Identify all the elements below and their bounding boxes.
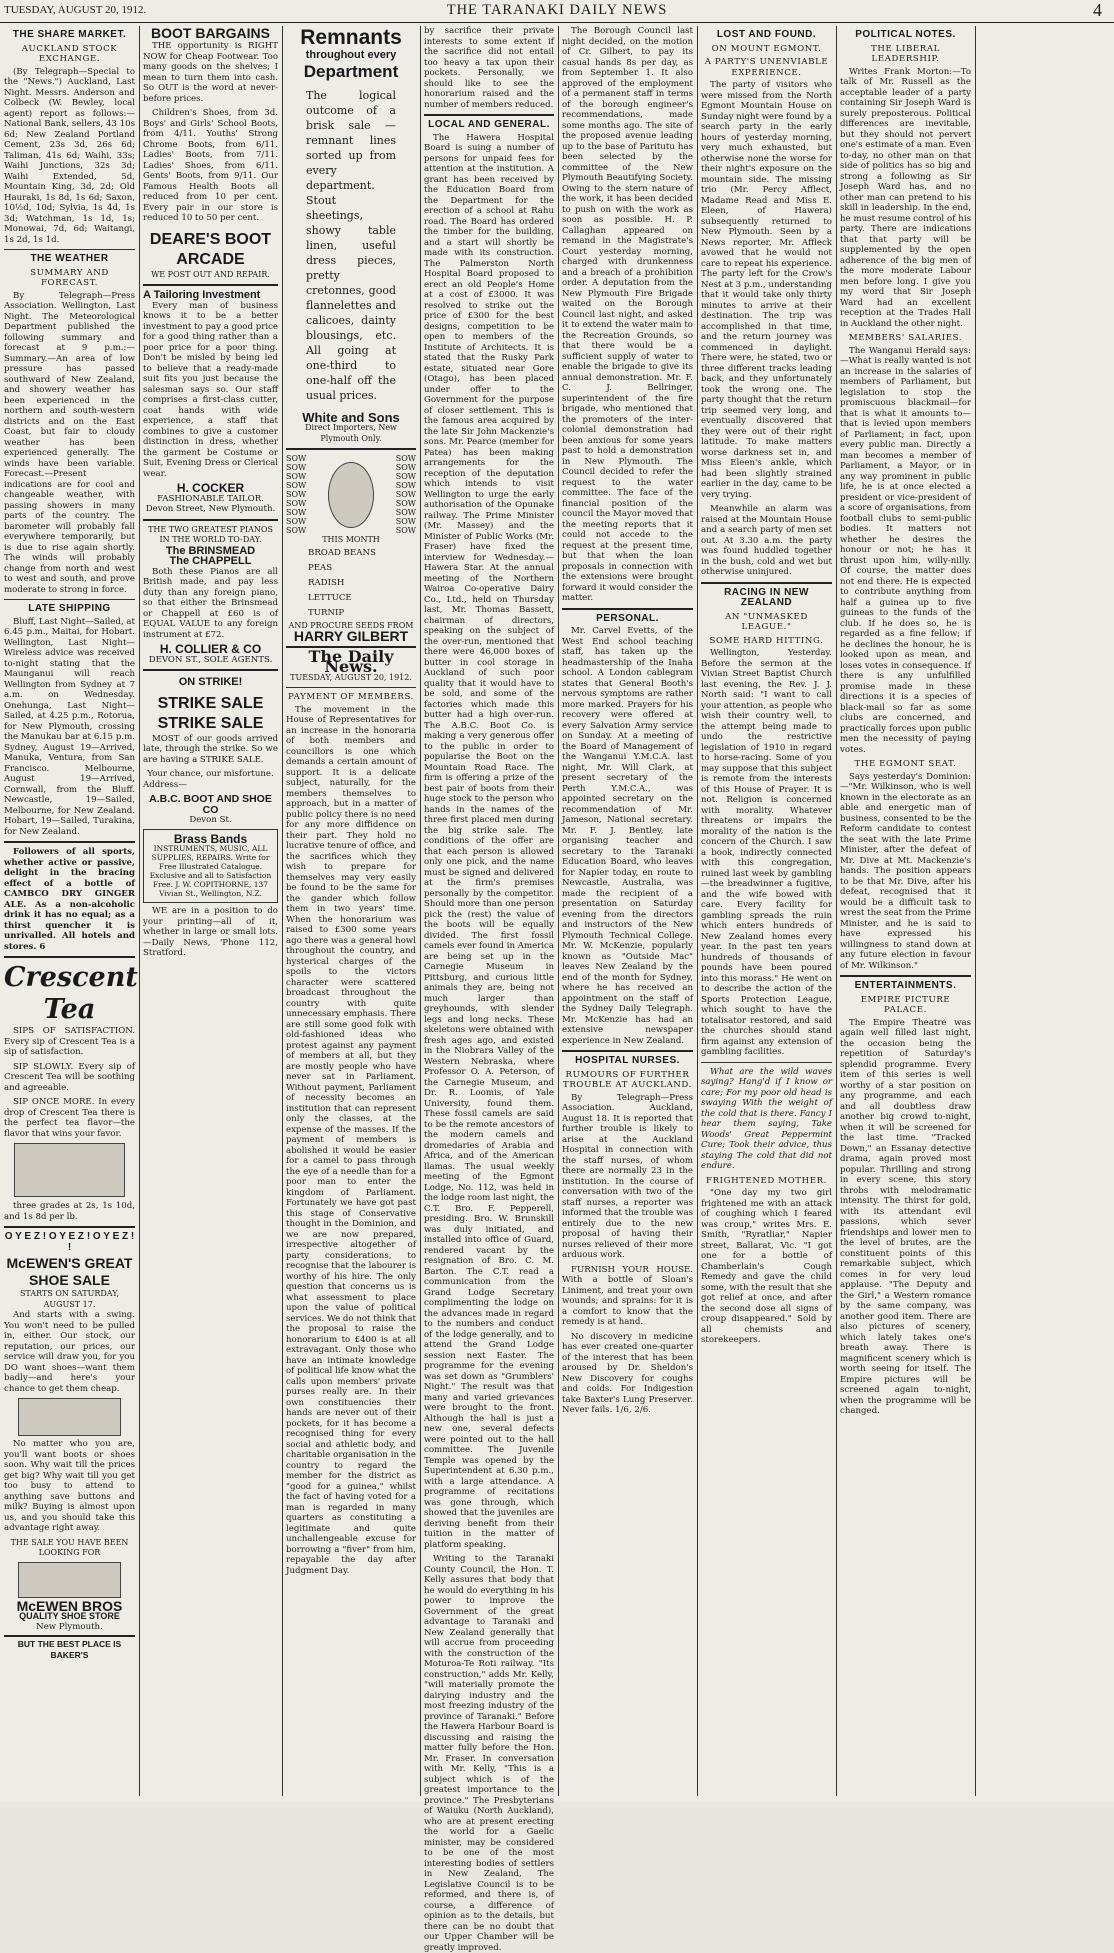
personal-heading: PERSONAL. — [596, 612, 659, 624]
collier-sub: DEVON ST., SOLE AGENTS. — [148, 654, 273, 665]
column-6 — [701, 26, 832, 1796]
sow-left-column: SOW SOW SOW SOW SOW SOW SOW SOW SOW — [286, 454, 307, 535]
local-general-text: The Hawera Hospital Board is suing a number of persons for unpaid fees for attention at the institution. A grant has been received by the Education Board from the Department for the erection of a school at Rahu road. The Board has ordered the timber for the building, and a start will shortly be made with its construction. The Palmerston North Hospital Board proposed to erect an old People's Home at a cost of £3000. It was resolved to strike out the price of £300 for the best designs, competition to be open to members of the Institute of Architects. It is stated that the Rusky Park estate, situated near Gore (Otago), has been placed under offer to the Government for the purpose of closer settlement. This is the famous area acquired by the late Sir John Mackenzie's sons. Mr. Pearce (member for Patea) has been making arrangements for the reception of the deputation which intends to visit Wellington to urge the early authorisation of the Opunake railway. The Prime Minister (Mr. Massey) and the Minister of Public Works (Mr. Fraser) have fixed the interview for Wednesday.—Hawera Star. At the annual meeting of the Northern Wairoa Co-operative Dairy Co., Ltd., held on Thursday last, Mr. Thomas Bassett, chairman of directors, speaking on the subject of the over-run, mentioned that there were 46,000 boxes of butter in cool storage in Auckland of such poor quality that it would have to be sold, and some of the factories which made this butter had a high over-run. The A.B.C. Boot Co. is making a very generous offer to the public in order to popularise the Boot on the Mountain Road Race. The firm is offering a prize of the best pair of boots from their huge stock to the person who hands in the names of the three first placed men during the big strike sale. The conditions of the offer are that each person is allowed only one pick, and the name must be signed and delivered at the firm's premises personally by the competitor. Should more than one person pick the (rest) the value of the boots will be equally divided. The first fossil camels ever found in America are being set up in the Carnegie Museum in Pittsburg, and curious little animals they are, being not much larger than greyhounds, with slender legs and long necks. These skeletons were obtained with fresh ages ago, and existed in the Niobrara Valley of the Western Nebraska, where Professor O. A. Peterson, of the Carnegie Museum, and Dr. R. Loomis, of Yale University, found them. These fossil camels are said to be the remote ancestors of the modern camels and dromedaries of Arabia and Africa, and of the American llamas. The usual weekly meeting of the Egmont Lodge, No. 112, was held in the lodge room last night, the C.T. Bro. F. Pepperell, presiding. Bro. W. Brunskill was duly initiated, and installed into office of Guard, rendered vacant by the resignation of Bro. C. M. Barton. The C.T. read a communication from the Grand Lodge Secretary complimenting the lodge on the advances made in regard to the numbers and conduct of the lodge generally, and to attend the Grand Lodge session next Easter. The programme for the evening was set down as "Grumblers' Night." The result was that many and varied grievances were brought to the front. Although the hall is just a new one, several defects were pointed out to the hall committee. The Juvenile Temple was opened by the Superintendent at 6.30 p.m., with a large attendance. A programme of recitations was gone through, which showed that the juveniles are deriving benefit from their tuition in the matter of platform speaking. — [424, 132, 554, 1550]
members-salaries: MEMBERS' SALARIES. — [848, 333, 963, 343]
page-number: 4 — [1093, 0, 1102, 20]
payment-heading: PAYMENT OF MEMBERS. — [288, 692, 414, 702]
masthead — [0, 0, 1114, 23]
crescent-grades: three grades at 2s, 1s 10d, and 1s 8d per lb. — [4, 1201, 135, 1222]
procure-seeds: AND PROCURE SEEDS FROM — [288, 620, 414, 630]
vegetable-illustration — [328, 462, 374, 528]
share-market-subheading: AUCKLAND STOCK EXCHANGE. — [21, 43, 118, 64]
liberal-leadership: THE LIBERAL LEADERSHIP. — [871, 43, 940, 64]
collier-name: H. COLLIER & CO — [159, 642, 262, 656]
editorial-continuation: by sacrifice their private interests to some extent if the sacrifice did not entail too heavy a tax upon their pockets. Personally, we should like to see the honorarium raised and the number of members reduced. — [424, 26, 554, 110]
shipping-heading: LATE SHIPPING — [28, 603, 111, 614]
tailoring-text: Every man of business knows it to be a better investment to pay a good price for a good thing rather than a poor price for a poor thing. Don't be misled by being led to believe that a ready-made suit fits you just because the salesman says so. Our staff comprises a first-class cutter, coat hands with wide experience, a staff that combines to give a customer distinction in dress, whether the garment be Costume or Suit, Evening Dress or Clerical wear. — [143, 300, 278, 479]
boot-bargains-text: THE opportunity is RIGHT NOW for Cheap Footwear. Too many goods on the shelves; I mean to turn them into cash. So OUT is the word at never-before prices. — [143, 41, 278, 104]
column-7 — [840, 26, 971, 1796]
your-chance: Your chance, our misfortune. — [147, 769, 274, 779]
seed-item: TURNIP — [308, 607, 345, 618]
furnish-advert: FURNISH YOUR HOUSE. With a bottle of Sloan's Liniment, and treat your own wounds; and sprains: for it is a comfort to know that the remedy is at hand. — [562, 1264, 693, 1327]
share-market-text: (By Telegraph—Special to the "News.") Auckland, Last Night. Messrs. Anderson and Colbeck (W. Bewley, local agent) report as follows:—National Bank, sellers, 43 10s 6d; New Zealand Portland Cement, 23s 3d, 26s 6d; Taliman, 41s 6d; Waihi, 33s; Waihi Junctions, 32s 3d; Waihi Extended, 5d, Mountain King, 3d, 2d; Old Hauraki, 1s 8d, 1s 6d; Saxon, 10½d, 10d; Sylvia, 1s 4d, 1s 3d; Watchman, 1s 1d, 1s; Monowai, 7d, 6d; Waitangi, 1s 2d, 1s 1d. — [4, 66, 135, 245]
discovery-advert: No discovery in medicine has ever created one-quarter of the interest that has been aroused by Dr. Sheldon's New Discovery for coughs and colds. For Indigestion take Baxter's Lung Preserver. Never fails. 1/6, 2/6. — [562, 1331, 693, 1415]
salaries-text: The Wanganui Herald says:—What is really wanted is not an increase in the salaries of members of Parliament, but legislation to stop the promiscuous blackmail—for that is what it amounts to—that is levied upon members of Parliament; in fact, upon every public man. Directly a man becomes a member of Parliament, a Mayor, or in any way prominent in public life, he is at once elected a president or vice-president of a score of organisations, from football clubs to semi-public bodies. It matters not whether he desires the honour or not; he has it thrust upon him, willy-nilly. Of course, the matter does not end there. He is expected to contribute anything from half a guinea up to five guineas to the funds of the club. If he does so, he is regarded as a fine fellow; if he declines the honour, he is looked upon as mean, and loses votes in consequence. If there is any unfulfilled promise made in these directions it is a species of black-mail so far as some clubs are concerned, and practically forces upon public men the necessity of paying votes. — [840, 345, 971, 755]
mcewen-sale-text: And starts with a swing. You won't need to be pulled in, either. Our stock, our reputation, our prices, our service will draw you, for you DO want shoes—want them badly—and here's your chance to get them cheap. — [4, 1310, 135, 1394]
egmont-seat-text: Says yesterday's Dominion:—"Mr. Wilkinson, who is well known in the electorate as an able and energetic man of business, consented to be the Reform candidate to contest the seat with the late Prime Minister, after the defeat of Mr. Dive at Mt. Mackenzie's hands. The position appears to be that Mr. Dive, after his defeat, recognised that it would be a difficult task to wrest the seat from the Prime Minister, and he is said to have expressed his willingness to stand down at any future election in favour of Mr. Wilkinson." — [840, 771, 971, 971]
crescent-once-more: SIP ONCE MORE. In every drop of Crescent Tea there is the perfect tea flavor—the flavor that wins your favor. — [4, 1097, 135, 1139]
hospital-nurses-sub: RUMOURS OF FURTHER TROUBLE AT AUCKLAND. — [563, 1069, 692, 1090]
deare-boot-arcade: DEARE'S BOOT ARCADE — [149, 230, 272, 268]
cocker-address: Devon Street, New Plymouth. — [145, 504, 276, 514]
column-4 — [424, 26, 554, 1953]
new-plymouth: New Plymouth. — [36, 1621, 103, 1632]
entertainments-heading: ENTERTAINMENTS. — [854, 980, 957, 991]
lost-found-text: The party of visitors who were missed from the North Egmont Mountain House on Sunday night were found by a search party in the early hours of yesterday morning, very much exhausted, but otherwise none the worse for their night's exposure on the mountain side. The missing trio (Mr. Percy Afflect, Madame Read and Miss E. Eleen, of Hawera) subsequently returned to New Plymouth. Seen by a News reporter, Mr. Affleck avowed that he would not care to repeat his experience. The party left for the Crow's Nest at 3 p.m., understanding that it would take only thirty minutes to arrive at their destination. The trip was accomplished in that time, and the return journey was commenced in daylight. There were, he stated, two or three different tracks leading back, and they unfortunately took the wrong one. The party thought that the return trip seemed very long, and eventually discovered that they were out of their right latitude. To make matters worse darkness set in, and Miss Eleen's ankle, which had been slightly strained earlier in the day, came to be very trying. — [701, 80, 832, 500]
tea-tin-illustration — [14, 1143, 125, 1197]
printing-advert: WE are in a position to do your printing—all of it, whether in large or small lots.—Daily News, 'Phone 112, Stratford. — [143, 906, 278, 958]
racing-heading: RACING IN NEW ZEALAND — [724, 586, 809, 608]
mcewen-sale-text-2: No matter who you are, you'll want boots or shoes soon. Why wait till the prices get big? Why wait till you get too busy to attend to anything save buttons and milk? Buying is almost upon us, and you should take this advantage right away. — [4, 1439, 135, 1533]
this-month: THIS MONTH — [322, 535, 380, 544]
column-rule — [558, 26, 559, 1796]
on-strike: ON STRIKE! — [178, 676, 243, 688]
local-general-text-2: Writing to the Taranaki County Council, the Hon. T. Kelly assures that body that he would do everything in his power to improve the Government of the great advantage to Taranaki and New Zealand generally that will accrue from proceeding with the construction of the Moturoa-Te Roti railway. "Its construction," adds Mr. Kelly, "will materially promote the dairying industry and the most freezing industry of the province of Taranaki." Before the Hawera Harbour Board is discussing and raising the matter fully before the Hon. Mr. Fraser. In conversation with Mr. Kelly, "This is a subject which is of the greatest importance to the province." The Presbyterians of Waiuku (North Auckland), who are at present erecting the world for a Gaelic minister, may be considered to be one of the most interesting bodies of settlers in New Zealand, The Legislative Council is to be reformed, and there is, of course, a difference of opinion as to the details, but there can be no doubt that our Upper Chamber will be greatly improved. — [424, 1554, 554, 1953]
remnants-text: The logical outcome of a brisk sale — remnant lines sorted up from every department. Stout sheetings, showy table linen, useful dress pieces, pretty cretonnes, good flannelettes and calicoes, dainty blousings, etc. All going at one-third to one-half off the usual prices. — [306, 88, 396, 402]
column-rule — [420, 26, 421, 1796]
crescent-sips: SIPS OF SATISFACTION. Every sip of Crescent Tea is a sip of satisfaction. — [4, 1026, 135, 1057]
column-rule — [139, 26, 140, 1796]
column-rule — [282, 26, 283, 1796]
brinsmead: The BRINSMEAD — [165, 544, 256, 557]
remnants-throughout: throughout every — [305, 49, 397, 61]
brass-bands-advert — [143, 829, 278, 904]
empire-picture-palace: EMPIRE PICTURE PALACE. — [860, 994, 951, 1015]
share-market-heading: THE SHARE MARKET. — [12, 29, 127, 40]
daily-news-date: TUESDAY, AUGUST 20, 1912. — [290, 672, 412, 682]
crescent-slowly: SIP SLOWLY. Every sip of Crescent Tea will be soothing and agreeable. — [4, 1061, 135, 1093]
strike-text: MOST of our goods arrived late, through the strike. So we are having a STRIKE SALE. — [143, 733, 278, 765]
racing-sub-2: SOME HARD HITTING. — [709, 635, 824, 646]
lost-found-text-2: Meanwhile an alarm was raised at the Mountain House and a search party of men set out. At 3.30 a.m. the party was found huddled together in the bush, cold and wet but otherwise uninjured. — [701, 504, 832, 577]
oyez-banner: O Y E Z ! O Y E Z ! O Y E Z ! ! — [4, 1231, 135, 1253]
address-label: Address— — [143, 779, 187, 790]
column-2 — [143, 26, 278, 1796]
pianos-title: THE TWO GREATEST PIANOS IN THE WORLD TO-DAY. — [148, 524, 273, 544]
council-notes: The Borough Council last night decided, on the motion of Cr. Gilbert, to pay its casual hands 8s per day, as from September 1. It also approved of the employment of a permanent staff in terms of the borough engineer's recommendations, made some months ago. The site of the proposed avenue leading up to the base of Paritutu has been selected by the committee of the New Plymouth Beautifying Society. Owing to the stern nature of the work, it has been decided to push on with the work as soon as possible. H. P. Callaghan appeared on remand in the Magistrate's Court yesterday morning, charged with drunkenness and a breach of a prohibition order. A deputation from the New Plymouth Fire Brigade waited on the Borough Council last night, and asked it to extend the water main to the Recreation Grounds, so that there would be a sufficient supply of water to enable the brigade to give its annual demonstration. Mr. F. C. J. Bellringer, superintendent of the fire brigade, who mentioned that the promoters of the inter-colonial demonstration had been anxious for some years past to hold a demonstration in New Plymouth. The Council decided to refer the request to the water committee. The face of the financial position of the council the Mayor moved that the meeting reports that it could not accede to the request at the present time, but that when the loan proposals in connection with the extensions were brought forward it would consider the matter. — [562, 26, 693, 603]
egmont-seat: THE EGMONT SEAT. — [854, 759, 957, 769]
cocker-sub: FASHIONABLE TAILOR. — [157, 493, 264, 504]
tailoring-heading: A Tailoring Investment — [143, 289, 261, 301]
seed-list — [286, 546, 416, 621]
baker-line: BUT THE BEST PLACE IS BAKER'S — [4, 1635, 135, 1660]
daily-news-nameplate: The Daily News. — [308, 646, 394, 676]
column-3 — [286, 26, 416, 1796]
white-and-sons: White and Sons — [302, 409, 400, 425]
racing-text: Wellington, Yesterday. Before the sermon at the Vivian Street Baptist Church last evening, the Rev. J. J. North said: "I want to call your attention, as people who wish their country well, to the attempt being made to undo the restrictive legislation of 1910 in regard to horse-racing. Some of you may suppose that this subject is remote from the interests of this House of Prayer. It is not. Religion is concerned with morality. Whatever threatens or impairs the morality of the nation is the concern of the Church. I saw a book, indirectly connected with this congregation, ruined last week by gambling—the breadwinner a fugitive, and the wife bowed with care. Every facility for gambling spreads the ruin which enters hundreds of New Zealand homes every year. In the past ten years hundreds of thousands of pounds have been poured into this morass." He went on to describe the action of the Sports Protection League, which sought to have the totalisator restored, and said the churches should stand firm against any extension of gambling facilities. — [701, 648, 832, 1057]
entertainments-text: The Empire Theatre was again well filled last night, the occasion being the repetition of Saturday's splendid programme. Every item of this series is well worthy of a star position on any programme, and each and all doubtless draw another big crowd to-night, when it will be screened for the last time. "Tracked Down," an Essanay detective drama, again proved most popular. Thrilling and strong in every scene, this story throbs with melodramatic intensity. The thirst for gold, with its attendant evil passions, which sever friendships and lower men to the level of brutes, are the constituent points of this remarkable subject, which comes in for very loud applause. "The Deputy and the Girl," a Western romance by the same company, was another good item. There are also pictures of scenery, which lately takes one's breath away. There is magnificent scenery which is worth seeing for itself. The Empire pictures will be screened again to-night, when the programme will be changed. — [840, 1017, 971, 1416]
cambco-advert: Followers of all sports, whether active or passive, delight in the bracing effect of a bottle of CAMBCO DRY GINGER ALE. As a non-alcoholic drink it has no equal; as a thirst quencher it is unrivalled. All hotels and stores. 6 — [4, 847, 135, 952]
strike-sale-1: STRIKE SALE — [157, 694, 264, 712]
brass-bands-title: Brass Bands — [173, 831, 248, 846]
seed-item: BROAD BEANS — [308, 547, 376, 558]
lost-found-heading: LOST AND FOUND. — [716, 29, 817, 40]
personal-text: Mr. Carvel Evetts, of the West End school teaching staff, has taken up the headmastership of the Inaha school. A London cablegram states that General Booth's nervous symptoms are rather more marked. Prayers for his recovery were offered at every Salvation Army service on Sunday. At a meeting of the Board of Management of the Wanganui Y.M.C.A. last night, Mr. Will Clark, at present secretary of the Perth Y.M.C.A., was appointed secretary on the recommendation of Mr. Jameson, National secretary. Mr. F. J. Bentley, late organising teacher and secretary to the Taranaki Education Board, who leaves for Napier today, en route to Newcastle, Australia, was made the recipient of a presentation on Saturday evening from the directors and instructors of the New Plymouth Technical College. Mr. W. McKenzie, popularly known as "Outside Mac" leaves New Zealand by the end of the month for Sydney, where he has received an appointment on the staff of the Sydney Daily Telegraph. Mr. McKenzie has had an extensive newspaper experience in New Zealand. — [562, 626, 693, 1046]
deare-subline: WE POST OUT AND REPAIR. — [151, 269, 270, 279]
chappell: The CHAPPELL — [169, 555, 252, 567]
column-1 — [4, 26, 138, 1796]
column-rule — [836, 26, 837, 1796]
mcewen-bros: McEWEN BROS — [16, 1597, 123, 1614]
issue-date: TUESDAY, AUGUST 20, 1912. — [4, 4, 147, 16]
weather-heading: THE WEATHER — [30, 253, 109, 264]
weather-subheading: SUMMARY AND FORECAST. — [30, 267, 109, 288]
political-text: Writes Frank Morton:—To talk of Mr. Russell as the acceptable leader of a party containing Sir Joseph Ward is surely preposterous. Political differences are inevitable, but they should not pervert one's estimate of a man. Even to-day, no other man on that side of politics has so big and strong a following as Sir Joseph Ward has, and no other man can pretend to his skill in leadership. In the end, he must resume control of his party. There are indications that that party will be supplemented by the open adherence of the big men of the more moderate Labour men before long. I give you my word that Sir Joseph Ward had an excellent reception at the Trades Hall in Auckland the other night. — [840, 66, 971, 329]
sow-advert — [286, 454, 416, 535]
abc-address: Devon St. — [189, 815, 232, 825]
column-rule — [697, 26, 698, 1796]
shoe-illustration — [18, 1398, 121, 1436]
lost-found-sub: ON MOUNT EGMONT. — [711, 43, 822, 54]
pianos-text: Both these Pianos are all British made, and pay less duty than any foreign piano, so that either the Brinsmead or Chappell at £60 is of EQUAL VALUE to any foreign instrument at £72. — [143, 566, 278, 640]
newspaper-title: THE TARANAKI DAILY NEWS — [446, 2, 668, 18]
party-experience: A PARTY'S UNENVIABLE EXPERIENCE. — [704, 57, 829, 78]
strike-sale-2: STRIKE SALE — [157, 714, 264, 732]
brass-bands-sub: INSTRUMENTS, MUSIC, ALL SUPPLIES, REPAIRS. Write for Free Illustrated Catalogue. Exclusive and all to Satisfaction Free. J. W. COPITHORNE, 137 Vivian St., Wellington, N.Z. — [149, 844, 272, 898]
political-notes-heading: POLITICAL NOTES. — [855, 29, 956, 40]
racing-sub: AN "UNMASKED LEAGUE." — [725, 611, 808, 632]
weather-text: By Telegraph—Press Association. Wellington, Last Night. The Meteorological Department published the following summary and forecast at 9 p.m.:—Summary.—An area of low pressure has passed southward of New Zealand, and showery weather has been experienced in the northern and south-western districts and on the East Coast, but fair to cloudy weather has been experienced generally. The winds have been variable. Forecast.—Present indications are for cool and changeable weather, with passing showers in many parts of the country. The barometer will probably fall everywhere temporarily, but is due to rise again shortly. The winds will probably change from north and west to west and south, and prove moderate to strong in force. — [4, 290, 135, 595]
local-general-heading: LOCAL AND GENERAL. — [428, 119, 550, 130]
seed-item: LETTUCE — [308, 592, 352, 603]
seed-item: PEAS — [308, 562, 333, 573]
cocker-name: H. COCKER — [176, 481, 245, 495]
crescent-tea-logo: Crescent Tea — [4, 962, 138, 1025]
sale-note: THE SALE YOU HAVE BEEN LOOKING FOR — [10, 1537, 129, 1557]
payment-text: The movement in the House of Representatives for an increase in the honoraria of both members and councillors is one which demands a certain amount of support. It is a delicate subject, naturally, for the members themselves to approach, but in a matter of public policy there is no need for any more diffidence on their part. They hold no lucrative tenure of office, and the sacrifices which they wish to prepare for themselves may very easily be found to be the same for the gander which follow them in two years' time. When the honorarium was raised to £300 some years ago there was a general howl throughout the country, and hysterical charges of the spoils to the victors character were scattered broadcast throughout the country with quite unnecessary emphasis. There are still some good folk with old-fashioned ideas who protest against any payment of members at all, but they are mostly people who have never sat in Parliament. Without payment, Parliament of necessity becomes an institution that can represent only the classes, at the expense of the masses. If the payment of members is abolished it would be easier for a camel to pass through the eye of a needle than for a poor man to enter the kingdom of Parliament. Fortunately we have got past this stage of Conservative thought in the Dominion, and we are now prepared, irrespective altogether of party considerations, to recognise that the labourer is worthy of his hire. The only question that concerns us is what assessment to place upon the value of political services. We do not think that the proposal to raise the honorarium to £400 is at all extravagant. Only those who have an intimate knowledge of political life know what the calls upon members' private purses really are. In their own constituencies their hands are never out of their pockets, for it has become a recognised thing for every social and athletic body, and charitable organisation in the country to regard the member for the district as "good for a guinea," whilst the fact of having voted for a man is regarded in many quarters as constituting a legitimate and quite unchallengeable excuse for borrowing a "fiver" from him, repayable the day after Judgment Day. — [286, 704, 417, 1576]
hospital-nurses-heading: HOSPITAL NURSES. — [575, 1055, 680, 1066]
column-5 — [562, 26, 693, 1796]
frightened-mother-heading: FRIGHTENED MOTHER. — [706, 1175, 827, 1186]
mcewen-sale-title: McEWEN'S GREAT SHOE SALE — [6, 1255, 133, 1288]
abc-boot-co: A.B.C. BOOT AND SHOE CO — [149, 793, 272, 816]
sow-right-column: SOW SOW SOW SOW SOW SOW SOW SOW SOW — [395, 454, 416, 535]
shipping-text: Bluff, Last Night—Sailed, at 6.45 p.m., Maitai, for Hobart. Wellington, Last Night—Wireless advice was received to-night stating that the Maunganui will reach Wellington from Sydney at 7 a.m. on Wednesday. Onehunga, Last Night—Sailed, at 4.25 p.m., Rotorua, for New Plymouth, crossing the Manukau bar at 6.15 p.m. Sydney, August 19—Arrived, Manuka, Ventura, from San Francisco. Melbourne, August 19—Arrived, Cornwall, from the Bluff. Newcastle, 19—Sailed, Melbourne, for New Zealand. Hobart, 19—Sailed, Turakina, for New Zealand. — [4, 616, 135, 837]
boot-illustration — [18, 1562, 121, 1598]
frightened-mother-text: "One day my two girl frightened me with an attack of coughing which I feared was croup," writes Mrs. E. Smith, "Ryratliar," Napier street, Ballarat, Vic. "I got one for a bottle of Chamberlain's Cough Remedy and gave the child some, with the result that she got relief at once, and after the second dose all signs of croup disappeared." Sold by all chemists and storekeepers. — [701, 1188, 832, 1345]
quality-shoe-store: QUALITY SHOE STORE — [19, 1611, 120, 1621]
remnants-department: Department — [303, 61, 399, 81]
hospital-nurses-text: By Telegraph—Press Association. Auckland, August 18. It is reported that further trouble is likely to arise at the Auckland Hospital in connection with the staff nurses, of whom there are normally 23 in the institution. In the course of conversation with two of the staff nurses, a reporter was informed that the trouble was entirely due to the new proposal of having their nurses relieved of their more arduous work. — [562, 1092, 693, 1260]
harry-gilbert: HARRY GILBERT — [293, 628, 409, 644]
boot-bargains-heading: BOOT BARGAINS — [151, 25, 270, 41]
seed-item: RADISH — [308, 577, 345, 588]
mcewen-sale-start: STARTS ON SATURDAY, AUGUST 17. — [19, 1289, 120, 1309]
column-rule — [975, 26, 976, 1796]
white-and-sons-sub: Direct Importers, New Plymouth Only. — [305, 423, 397, 443]
peppermint-verse: What are the wild waves saying? Hang'd if I know or care; For my poor old head is swaying With the weight of the cold that is there. Fancy I hear them saying, Take Woods' Great Peppermint Cure; Took their advice, thus staying The cold that did not endure. — [701, 1066, 832, 1171]
remnants-title: Remnants — [300, 26, 402, 49]
boot-price-list: Children's Shoes, from 3d. Boys' and Girls' School Boots, from 4/11. Youths' Strong Chrome Boots, from 6/11. Ladies' Boots, from 7/11. Ladies' Shoes, from 6/11. Gents' Boots, from 9/11. Our Famous Health Boots all reduced from 10 per cent. Every pair in our store is reduced 10 to 50 per cent. — [143, 108, 278, 223]
